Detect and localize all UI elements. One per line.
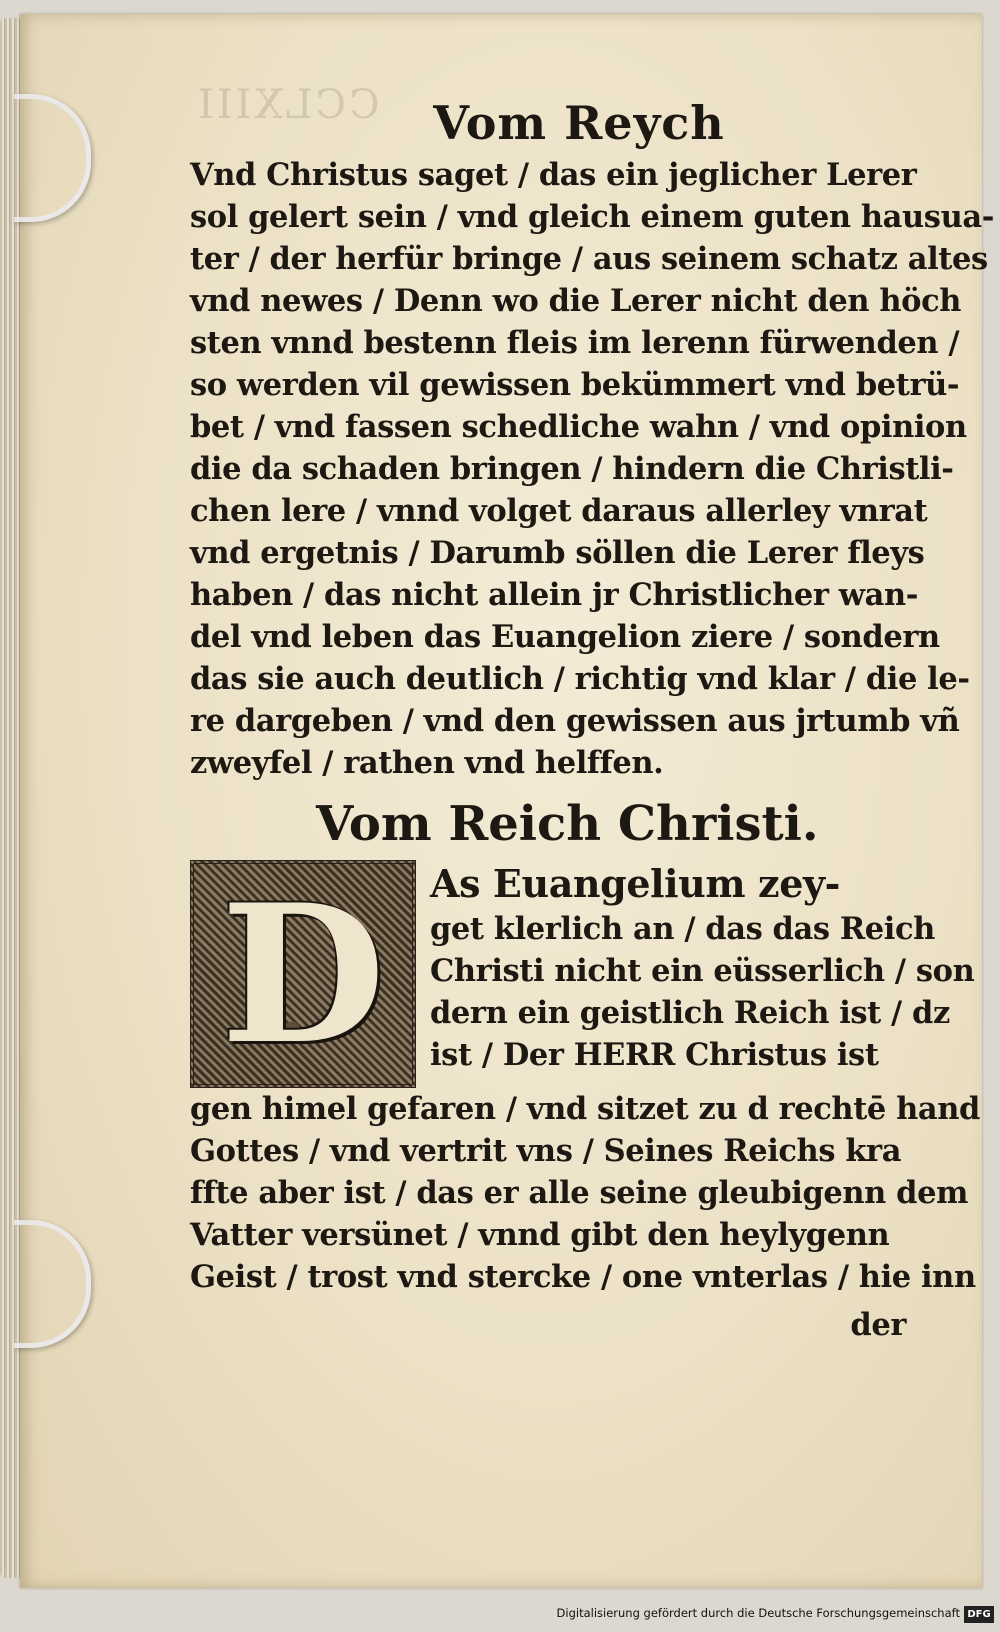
text-line: haben / das nicht allein jr Christlicher wan- <box>190 577 918 613</box>
text-line: ffte aber ist / das er alle seine gleubigenn dem <box>190 1175 968 1211</box>
text-line: Gottes / vnd vertrit vns / Seines Reichs kra <box>190 1133 902 1169</box>
text-line: Geist / trost vnd stercke / one vnterlas / hie inn <box>190 1259 976 1295</box>
text-line: Vatter versünet / vnnd gibt den heylygenn <box>190 1217 890 1253</box>
decorated-initial <box>190 860 416 1088</box>
text-line: As Euangelium zey- <box>430 861 841 906</box>
text-line: Vnd Christus saget / das ein jeglicher Lerer <box>190 157 917 193</box>
initial-paragraph <box>190 860 975 1088</box>
section2-body <box>190 1088 980 1298</box>
text-line: del vnd leben das Euangelion ziere / sondern <box>190 619 940 655</box>
text-line: die da schaden bringen / hindern die Christli- <box>190 451 954 487</box>
text-line: ist / Der HERR Christus ist <box>430 1037 879 1073</box>
running-head: Vom Reych <box>433 96 725 150</box>
text-line: vnd newes / Denn wo die Lerer nicht den höch <box>190 283 962 319</box>
bleed-through-folio: CCLXIII <box>195 82 380 128</box>
text-line: zweyfel / rathen vnd helffen. <box>190 745 664 781</box>
text-line: sten vnnd bestenn fleis im lerenn fürwenden / <box>190 325 960 361</box>
text-line: das sie auch deutlich / richtig vnd klar / die le- <box>190 661 970 697</box>
text-line: so werden vil gewissen bekümmert vnd betrü- <box>190 367 960 403</box>
catchword: der <box>850 1307 906 1343</box>
initial-letter: D <box>220 862 386 1086</box>
text-line: vnd ergetnis / Darumb söllen die Lerer fleys <box>190 535 925 571</box>
text-line: sol gelert sein / vnd gleich einem guten hausua- <box>190 199 994 235</box>
section-heading: Vom Reich Christi. <box>316 796 819 852</box>
text-line: re dargeben / vnd den gewissen aus jrtumb vñ <box>190 703 960 739</box>
text-line: bet / vnd fassen schedliche wahn / vnd opinion <box>190 409 967 445</box>
text-line: ter / der herfür bringe / aus seinem schatz altes <box>190 241 988 277</box>
text-line: Christi nicht ein eüsserlich / son <box>430 953 975 989</box>
text-line: chen lere / vnnd volget daraus allerley vnrat <box>190 493 928 529</box>
initial-lines <box>430 860 974 1076</box>
section1-body <box>190 154 994 784</box>
text-line: gen himel gefaren / vnd sitzet zu d rechtē hand <box>190 1091 980 1127</box>
text-block <box>190 92 994 1346</box>
digitization-credit: Digitalisierung gefördert durch die Deutsche Forschungsgemeinschaft <box>556 1606 960 1620</box>
text-line: get klerlich an / das das Reich <box>430 911 935 947</box>
text-line: dern ein geistlich Reich ist / dz <box>430 995 950 1031</box>
dfg-logo: DFG <box>964 1606 994 1623</box>
